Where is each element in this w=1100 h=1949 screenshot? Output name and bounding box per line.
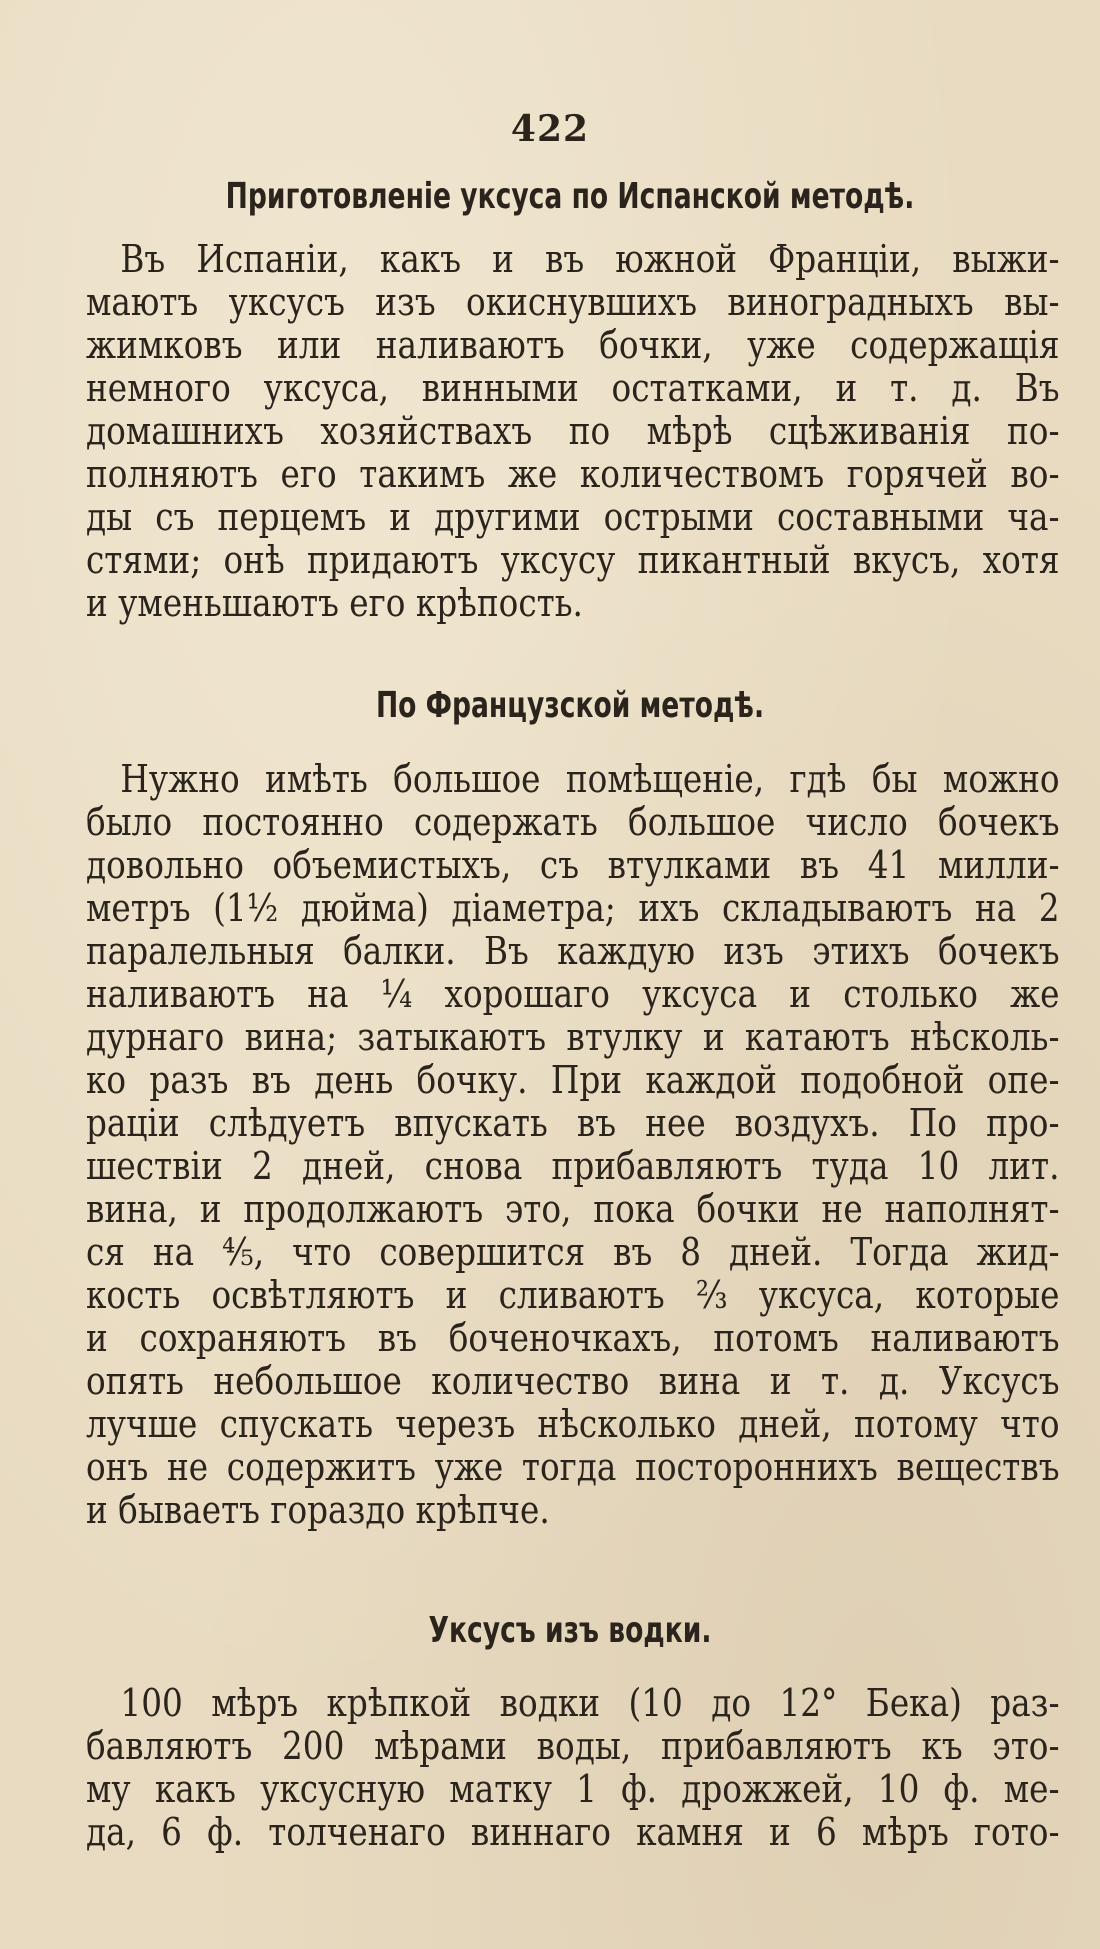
text-line: да, 6 ф. толченаго виннаго камня и 6 мѣръ гото- [86, 1810, 1060, 1854]
text-line: раціи слѣдуетъ впускать въ нее воздухъ. По про- [86, 1101, 1060, 1145]
text-line: му какъ уксусную матку 1 ф. дрожжей, 10 ф. ме- [86, 1767, 1060, 1811]
page-number: 422 [510, 108, 590, 150]
text-line: домашнихъ хозяйствахъ по мѣрѣ сцѣживанія по- [86, 409, 1060, 453]
text-line: было постоянно содержать большое число бочекъ [86, 800, 1060, 844]
text-line: ды съ перцемъ и другими острыми составными ча- [86, 495, 1060, 539]
text-line: и уменьшаютъ его крѣпость. [86, 581, 583, 625]
section-heading-french-method: По Французской методѣ. [375, 685, 765, 726]
text-line: и сохраняютъ въ боченочкахъ, потомъ наливаютъ [86, 1316, 1060, 1360]
text-line: лучше спускать черезъ нѣсколько дней, потому что [86, 1402, 1060, 1446]
text-line: онъ не содержитъ уже тогда постороннихъ веществъ [86, 1445, 1060, 1489]
text-line: ко разъ въ день бочку. При каждой подобной опе- [86, 1058, 1060, 1102]
text-line: ся на ⁴⁄₅, что совершится въ 8 дней. Тогда жид- [86, 1230, 1060, 1274]
paragraph-vinegar-from-vodka [86, 1682, 1060, 1854]
text-line: паралельныя балки. Въ каждую изъ этихъ бочекъ [86, 929, 1060, 973]
paragraph-french-method [86, 758, 1060, 1532]
section-heading-vinegar-from-vodka: Уксусъ изъ водки. [428, 1610, 712, 1651]
text-line: немного уксуса, винными остатками, и т. д. Въ [86, 366, 1060, 410]
text-line: 100 мѣръ крѣпкой водки (10 до 12° Бека) раз- [120, 1681, 1060, 1725]
text-line: метръ (1½ дюйма) діаметра; ихъ складываютъ на 2 [86, 886, 1060, 930]
text-line: бавляютъ 200 мѣрами воды, прибавляютъ къ это- [86, 1724, 1060, 1768]
paragraph-spanish-method [86, 238, 1060, 625]
text-line: кость освѣтляютъ и сливаютъ ²⁄₃ уксуса, которые [86, 1273, 1060, 1317]
text-line: опять небольшое количество вина и т. д. Уксусъ [86, 1359, 1060, 1403]
text-line: вина, и продолжаютъ это, пока бочки не наполнят- [86, 1187, 1060, 1231]
text-line: довольно объемистыхъ, съ втулками въ 41 милли- [86, 843, 1060, 887]
text-line: маютъ уксусъ изъ окиснувшихъ виноградныхъ вы- [86, 280, 1060, 324]
section-heading-spanish-method: Приготовленіе уксуса по Испанской методѣ. [225, 176, 915, 217]
text-line: и бываетъ гораздо крѣпче. [86, 1488, 550, 1532]
text-line: шествіи 2 дней, снова прибавляютъ туда 10 лит. [86, 1144, 1060, 1188]
text-line: стями; онѣ придаютъ уксусу пикантный вкусъ, хотя [86, 538, 1060, 582]
text-line: полняютъ его такимъ же количествомъ горячей во- [86, 452, 1060, 496]
text-line: Въ Испаніи, какъ и въ южной Франціи, выжи- [120, 237, 1060, 281]
text-line: жимковъ или наливаютъ бочки, уже содержащія [86, 323, 1060, 367]
text-line: наливаютъ на ¼ хорошаго уксуса и столько же [86, 972, 1060, 1016]
text-line: дурнаго вина; затыкаютъ втулку и катаютъ нѣсколь- [86, 1015, 1060, 1059]
text-line: Нужно имѣть большое помѣщеніе, гдѣ бы можно [120, 757, 1060, 801]
